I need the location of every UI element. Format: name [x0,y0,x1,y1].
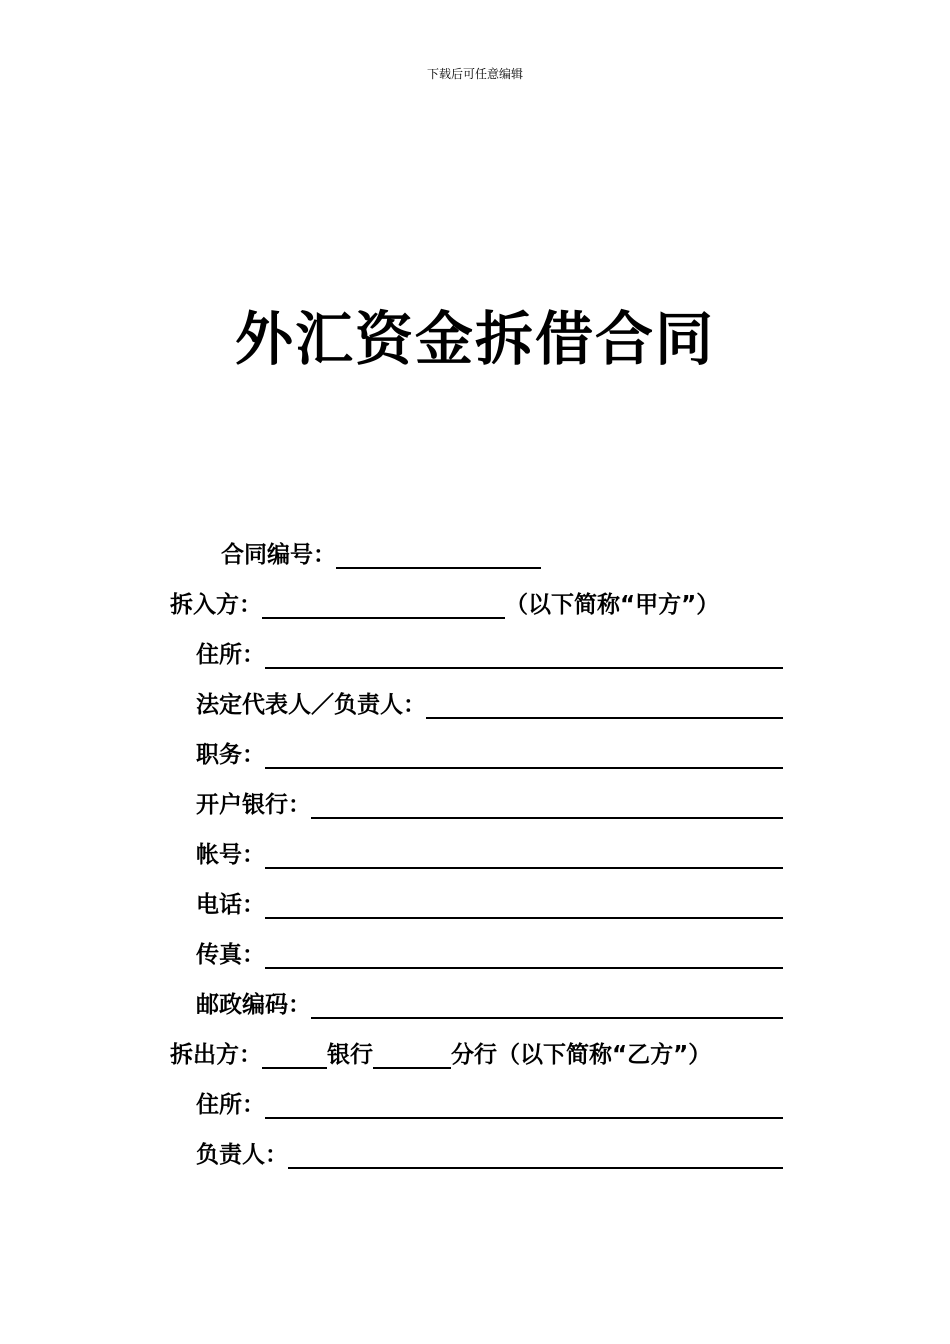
party-b-responsible-row [196,1140,783,1170]
party-a-row [170,590,770,620]
party-a-bank-label: 开户银行： [196,792,311,818]
party-a-legal-rep-label: 法定代表人／负责人： [196,692,426,718]
party-b-bank-label: 银行 [327,1042,373,1068]
party-a-suffix: （以下简称“甲方”） [505,592,720,618]
party-b-branch-label: 分行 [451,1042,497,1068]
party-a-name-field[interactable] [262,595,505,619]
party-b-bank-field[interactable] [262,1045,327,1069]
party-a-address-row [196,640,783,670]
party-a-fax-field[interactable] [265,945,783,969]
contract-number-row [221,540,541,570]
party-b-address-row [196,1090,783,1120]
contract-number-field[interactable] [336,545,541,569]
party-a-address-field[interactable] [265,645,783,669]
party-b-address-label: 住所： [196,1092,265,1118]
party-b-address-field[interactable] [265,1095,783,1119]
party-a-legal-rep-field[interactable] [426,695,783,719]
party-a-legal-rep-row [196,690,783,720]
party-a-label: 拆入方： [170,592,262,618]
party-a-fax-row [196,940,783,970]
party-b-responsible-label: 负责人： [196,1142,288,1168]
party-a-fax-label: 传真： [196,942,265,968]
party-b-responsible-field[interactable] [288,1145,783,1169]
party-a-bank-field[interactable] [311,795,783,819]
party-a-phone-label: 电话： [196,892,265,918]
party-a-account-field[interactable] [265,845,783,869]
party-a-address-label: 住所： [196,642,265,668]
party-a-bank-row [196,790,783,820]
party-b-row [170,1040,770,1070]
header-note: 下载后可任意编辑 [426,67,523,81]
contract-number-label: 合同编号： [221,542,336,568]
party-a-postcode-field[interactable] [311,995,783,1019]
document-title: 外汇资金拆借合同 [234,305,715,373]
party-a-account-row [196,840,783,870]
party-b-branch-field[interactable] [373,1045,451,1069]
party-a-postcode-label: 邮政编码： [196,992,311,1018]
party-a-position-label: 职务： [196,742,265,768]
party-a-phone-field[interactable] [265,895,783,919]
party-a-position-row [196,740,783,770]
party-a-phone-row [196,890,783,920]
party-a-position-field[interactable] [265,745,783,769]
party-b-label: 拆出方： [170,1042,262,1068]
party-b-suffix: （以下简称“乙方”） [497,1042,712,1068]
party-a-postcode-row [196,990,783,1020]
party-a-account-label: 帐号： [196,842,265,868]
